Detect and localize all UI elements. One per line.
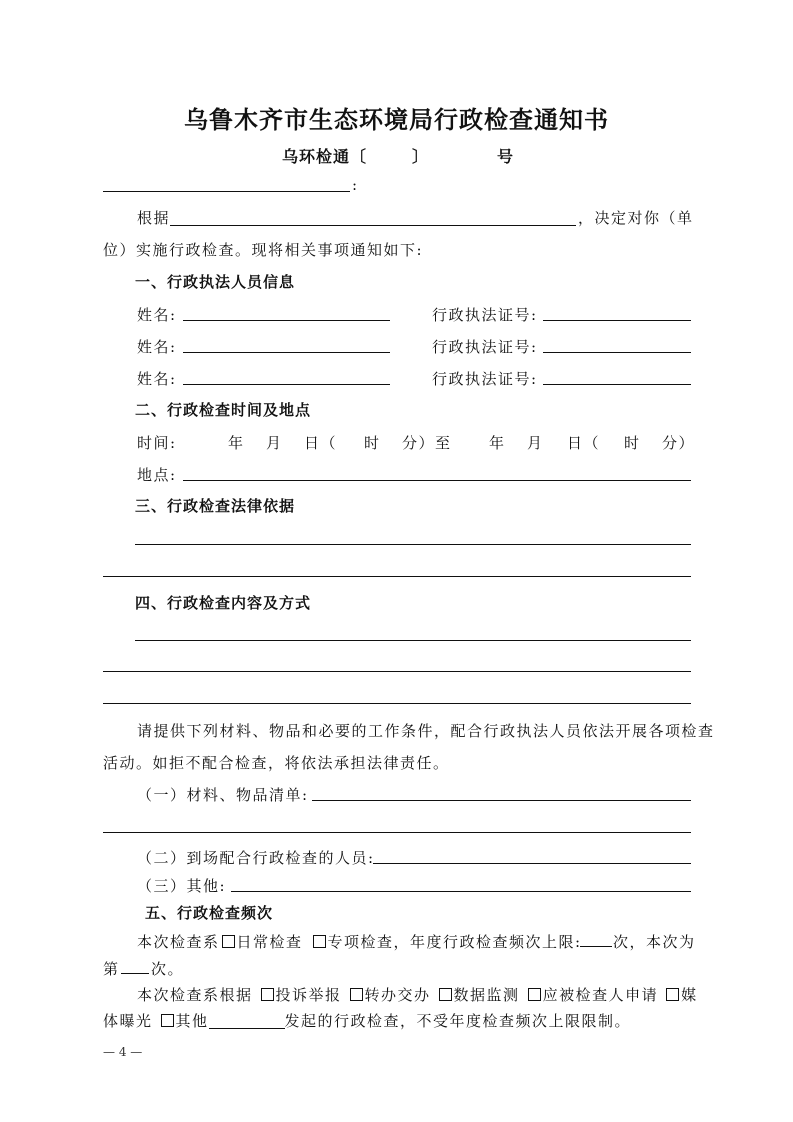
basis-line2: 位）实施行政检查。现将相关事项通知如下: <box>103 241 424 259</box>
name-label-3: 姓名: <box>137 370 177 388</box>
section4-heading: 四、行政检查内容及方式 <box>135 594 312 612</box>
content-line-1 <box>135 640 691 641</box>
materials-blank-line <box>312 800 691 801</box>
personnel-label: （二）到场配合行政检查的人员: <box>137 849 375 867</box>
other-blank-line <box>231 891 691 892</box>
ordinal-prefix: 第 <box>103 960 120 978</box>
personnel-blank-line <box>373 863 691 864</box>
notice-line-1: 请提供下列材料、物品和必要的工作条件，配合行政执法人员依法开展各项检查 <box>137 722 715 740</box>
name-blank-line-2 <box>183 352 390 353</box>
name-blank-line-3 <box>183 384 390 385</box>
media-checkbox[interactable] <box>666 988 679 1001</box>
media-label-a: 媒 <box>681 986 698 1004</box>
section5-heading: 五、行政检查频次 <box>145 904 274 922</box>
start-day-label: 日（ <box>304 434 338 452</box>
monitoring-checkbox[interactable] <box>439 988 452 1001</box>
special-check-label: 专项检查，年度行政检查频次上限: <box>327 933 582 951</box>
place-label: 地点: <box>137 466 177 484</box>
legal-basis-line-1 <box>135 544 691 545</box>
transfer-checkbox[interactable] <box>350 988 363 1001</box>
end-hour-label: 时 <box>624 434 641 452</box>
section1-heading: 一、行政执法人员信息 <box>135 273 296 291</box>
special-check-checkbox[interactable] <box>313 935 326 948</box>
other-label: （三）其他: <box>137 877 227 895</box>
legal-basis-line-2 <box>103 576 691 577</box>
name-label-1: 姓名: <box>137 306 177 324</box>
frequency-prefix: 本次检查系 <box>137 933 220 951</box>
end-minute-label: 分） <box>662 434 696 452</box>
doc-number-prefix: 乌环检通〔 <box>282 147 368 166</box>
content-line-2 <box>103 671 691 672</box>
other-source-blank <box>209 1014 285 1029</box>
cert-blank-line-2 <box>543 352 691 353</box>
media-label-b: 体曝光 <box>103 1012 153 1030</box>
source-prefix: 本次检查系根据 <box>137 986 253 1004</box>
source-tail: 发起的行政检查，不受年度检查频次上限限制。 <box>284 1012 632 1030</box>
basis-suffix: ，决定对你（单 <box>578 209 694 227</box>
end-year-label: 年 <box>489 434 506 452</box>
cert-blank-line-1 <box>543 320 691 321</box>
cert-blank-line-3 <box>543 384 691 385</box>
section3-heading: 三、行政检查法律依据 <box>135 497 296 515</box>
materials-blank-line-2 <box>103 832 691 833</box>
cert-label-1: 行政执法证号: <box>432 306 538 324</box>
doc-number-suffix: 号 <box>497 147 515 166</box>
name-label-2: 姓名: <box>137 338 177 356</box>
cert-label-2: 行政执法证号: <box>432 338 538 356</box>
times-label-a: 次，本次为 <box>613 933 696 951</box>
start-hour-label: 时 <box>364 434 381 452</box>
recipient-blank-line <box>103 191 350 192</box>
notice-line-2: 活动。如拒不配合检查，将依法承担法律责任。 <box>103 754 450 772</box>
monitoring-label: 数据监测 <box>453 986 520 1004</box>
place-blank-line <box>183 480 691 481</box>
doc-number-bracket-close: 〕 <box>412 147 430 166</box>
frequency-line-2 <box>137 984 698 1005</box>
other-source-label: 其他 <box>175 1012 209 1030</box>
complaint-label: 投诉举报 <box>275 986 342 1004</box>
routine-check-checkbox[interactable] <box>222 935 235 948</box>
annual-limit-blank <box>580 946 612 947</box>
frequency-line-1 <box>137 931 582 952</box>
name-blank-line-1 <box>183 320 390 321</box>
end-month-label: 月 <box>527 434 544 452</box>
section2-heading: 二、行政检查时间及地点 <box>135 401 312 419</box>
frequency-line-3 <box>103 1010 631 1031</box>
end-day-label: 日（ <box>567 434 601 452</box>
request-checkbox[interactable] <box>528 988 541 1001</box>
recipient-colon: : <box>352 176 359 194</box>
time-label: 时间: <box>137 434 177 452</box>
basis-prefix: 根据 <box>137 209 171 227</box>
cert-label-3: 行政执法证号: <box>432 370 538 388</box>
request-label: 应被检查人申请 <box>542 986 659 1004</box>
start-minute-label: 分）至 <box>402 434 452 452</box>
other-source-checkbox[interactable] <box>161 1014 174 1027</box>
transfer-label: 转办交办 <box>364 986 431 1004</box>
start-year-label: 年 <box>228 434 245 452</box>
ordinal-blank <box>121 973 149 974</box>
page-number: — 4 — <box>103 1045 143 1059</box>
complaint-checkbox[interactable] <box>261 988 274 1001</box>
document-title: 乌鲁木齐市生态环境局行政检查通知书 <box>184 105 609 134</box>
materials-label: （一）材料、物品清单: <box>137 786 309 804</box>
routine-check-label: 日常检查 <box>236 933 303 951</box>
basis-blank-line <box>170 225 576 226</box>
start-month-label: 月 <box>266 434 283 452</box>
times-label-b: 次。 <box>151 960 185 978</box>
content-line-3 <box>103 703 691 704</box>
